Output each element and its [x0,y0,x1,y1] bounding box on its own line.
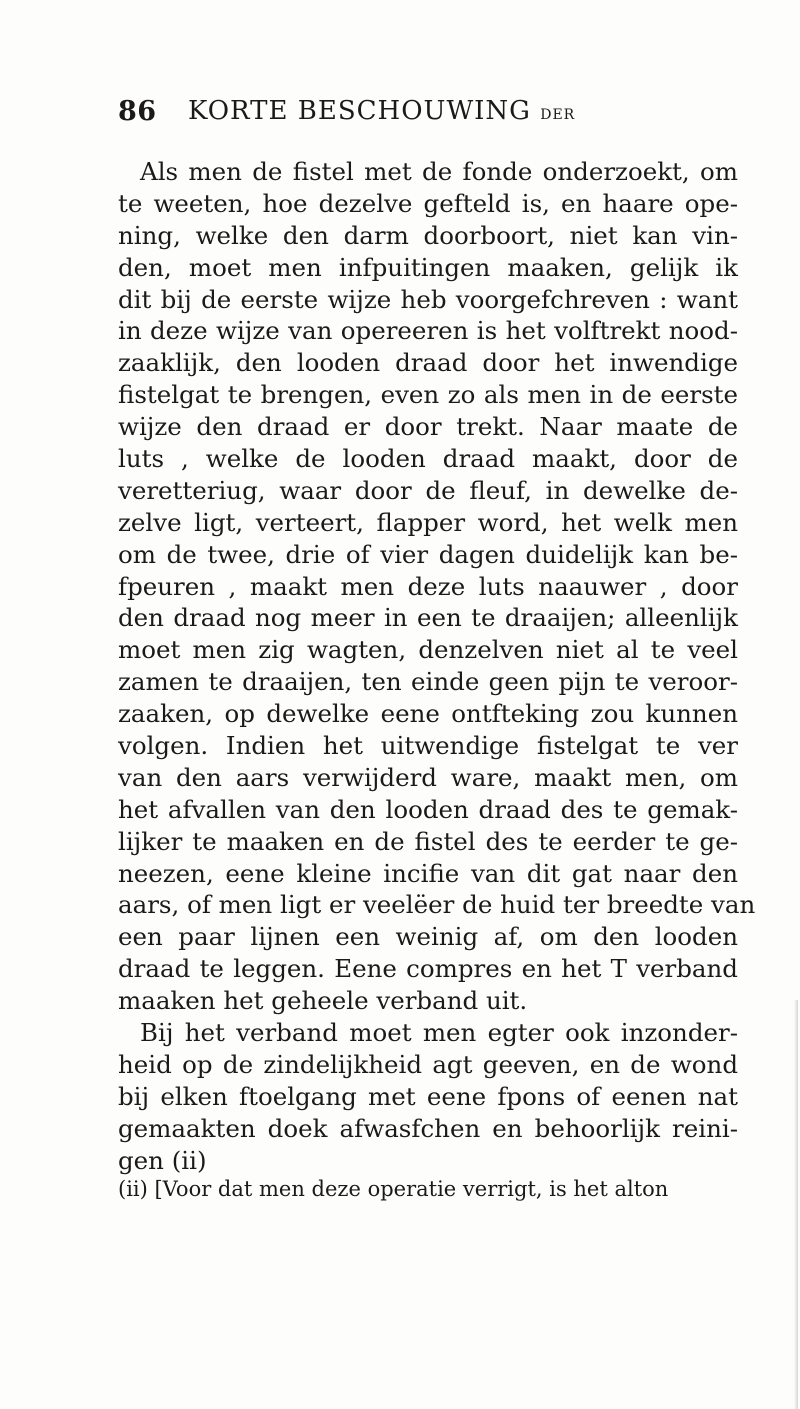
text-line: fistelgat te brengen, even zo als men in de eerste [118,380,738,410]
text-line: neezen, eene kleine incifie van dit gat naar den [118,858,738,888]
page-edge-shadow [794,1000,798,1409]
text-line: moet men zig wagten, denzelven niet al te veel [118,635,738,665]
text-line: dit bij de eerste wijze heb voorgefchreven : want [118,284,738,314]
text-line: gen (ii) [118,1145,207,1175]
running-title-small: DER [540,107,576,123]
text-line: Bij het verband moet men egter ook inzonder- [140,1018,738,1048]
text-line: bij elken ftoelgang met eene fpons of eenen nat [118,1081,738,1111]
running-title-main: KORTE BESCHOUWING [188,96,531,126]
text-line: in deze wijze van opereeren is het volftrekt nood- [118,316,738,346]
text-line: veretteriug, waar door de fleuf, in dewelke de- [118,475,738,505]
body-text [118,156,756,1177]
text-line: zaaklijk, den looden draad door het inwendige [118,348,738,378]
text-line: een paar lijnen een weinig af, om den looden [118,922,738,952]
text-line: gemaakten doek afwasfchen en behoorlijk reini- [118,1113,738,1143]
text-line: aars, of men ligt er veelëer de huid ter breedte van [118,890,756,920]
text-line: het afvallen van den looden draad des te gemak- [118,794,738,824]
text-line: van den aars verwijderd ware, maakt men, om [118,762,738,792]
text-line: zelve ligt, verteert, flapper word, het welk men [118,507,738,537]
footnote: (ii) [Voor dat men deze operatie verrigt, is het alton [118,1177,669,1201]
text-line: draad te leggen. Eene compres en het T verband [118,954,738,984]
text-line: fpeuren , maakt men deze luts naauwer , door [118,571,738,601]
running-title [188,96,575,126]
text-line: luts , welke de looden draad maakt, door de [118,444,738,474]
text-line: om de twee, drie of vier dagen duidelijk kan be- [118,539,738,569]
text-line: zaaken, op dewelke eene ontfteking zou kunnen [118,699,738,729]
page-number: 86 [118,96,157,127]
running-header [118,96,738,136]
text-line: den draad nog meer in een te draaijen; alleenlijk [118,603,738,633]
text-line: lijker te maaken en de fistel des te eerder te ge- [118,826,738,856]
text-line: den, moet men infpuitingen maaken, gelijk ik [118,252,738,282]
text-line: heid op de zindelijkheid agt geeven, en de wond [118,1049,738,1079]
text-line: te weeten, hoe dezelve gefteld is, en haare ope- [118,188,738,218]
text-line: Als men de fistel met de fonde onderzoekt, om [140,157,738,186]
text-line: volgen. Indien het uitwendige fistelgat te ver [118,731,738,761]
text-line: zamen te draaijen, ten einde geen pijn te veroor- [118,667,738,697]
text-line: maaken het geheele verband uit. [118,986,528,1016]
text-line: wijze den draad er door trekt. Naar maate de [118,412,738,442]
text-line: ning, welke den darm doorboort, niet kan vin- [118,220,738,250]
